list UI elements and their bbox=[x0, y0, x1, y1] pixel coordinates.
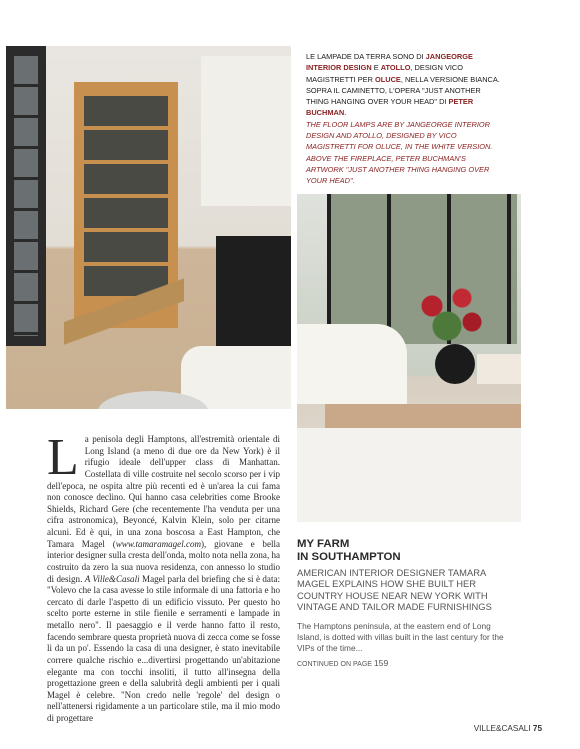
continued-on-page: CONTINUED ON PAGE 159 bbox=[297, 657, 389, 668]
boucle-sofa bbox=[297, 324, 407, 404]
black-vase bbox=[435, 344, 475, 384]
caption-english: THE FLOOR LAMPS ARE BY JANGEORGE INTERIOR DESIGN AND ATOLLO, DESIGNED BY VICO MAGISTRETTI FOR OLUCE, IN THE WHITE VERSION. ABOVE THE FIREPLACE, PETER BUCHMAN'S ARTWORK "JUST ANOTHER THING HANGING OVER YOUR HEAD". bbox=[306, 119, 493, 186]
magazine-reference: A Ville&Casali bbox=[84, 573, 140, 584]
wall-artwork bbox=[201, 56, 291, 206]
coffee-table-books bbox=[477, 354, 521, 384]
living-room-photo bbox=[6, 46, 291, 409]
lounge-chair bbox=[64, 276, 184, 346]
red-flowers bbox=[402, 274, 502, 354]
magazine-name: VILLE&CASALI bbox=[473, 724, 531, 733]
page-number: 75 bbox=[532, 724, 542, 733]
photo-caption bbox=[306, 51, 502, 187]
page-folio bbox=[474, 724, 542, 733]
english-deck: AMERICAN INTERIOR DESIGNER TAMARA MAGEL EXPLAINS HOW SHE BUILT HER COUNTRY HOUSE NEAR NEW YORK WITH VINTAGE AND TAILOR MADE FURNISHINGS bbox=[297, 567, 492, 613]
fireplace bbox=[216, 236, 291, 346]
english-summary-block bbox=[297, 538, 515, 668]
article-body: La penisola degli Hamptons, all'estremità orientale di Long Island (a meno di due ore da New York) è il rifugio ideale dell'upper class di Manhattan. Costellata di ville costruite nel secolo scorso per i vip dell'epoca, ne ospita altre più recenti ed è un'area la cui fama non conosce declino. Qui hanno casa celebrities come Brooke Shields, Richard Gere (che recentemente l'ha venduta per una cifra astronomica), Beyoncé, Kalvin Klein, solo per citarne alcuni. Ed è qui, in una zona boscosa a East Hampton, che Tamara Magel (www.tamaramagel.com), giovane e bella interior designer sulla cresta dell'onda, molto nota nella zona, ha costruito da zero la sua nuova residenza, con annesso lo studio di design. A Ville&Casali Magel parla del briefing che si è data: "Volevo che la casa avesse lo stile informale di una fattoria e ho cercato di darle l'aspetto di un edificio vissuto. Per questo ho scelto porte esterne in stile fienile e serramenti e lampade in metallo nero". Il paesaggio e il verde hanno fatto il resto, facendo sembrare questa proprietà nuova di zecca come se fosse lì da un po'. Essendo la casa di una designer, è stato inevitabile correre qualche rischio e...divertirsi progettando un'abitazione elegante ma con tocchi insoliti, il tutto all'insegna della progettazione green e della salubrità degli ambienti per i quali Magel è celebre. "Non credo nelle 'regole' del design o nell'attenersi rigidamente a un particolare stile, ma il mio modo di progettare bbox=[47, 429, 281, 723]
english-headline: MY FARM IN SOUTHAMPTON bbox=[297, 538, 401, 563]
caption-italian: LE LAMPADE DA TERRA SONO DI JANGEORGE INTERIOR DESIGN E ATOLLO, DESIGN VICO MAGISTRETTI PER OLUCE, NELLA VERSIONE BIANCA. SOPRA IL CAMINETTO, L'OPERA "JUST ANOTHER THING HANGING OVER YOUR HEAD" DI PETER BUCHMAN. bbox=[306, 52, 500, 118]
white-rug bbox=[297, 428, 521, 522]
english-summary: The Hamptons peninsula, at the eastern end of Long Island, is dotted with villas built in the last century for the VIPs of the time... bbox=[297, 620, 504, 654]
black-window-frame bbox=[6, 46, 46, 346]
designer-website: www.tamaramagel.com bbox=[115, 538, 202, 549]
flowers-table-photo bbox=[297, 194, 521, 522]
travertine-coffee-table bbox=[325, 404, 521, 428]
drop-cap: L bbox=[47, 429, 79, 486]
